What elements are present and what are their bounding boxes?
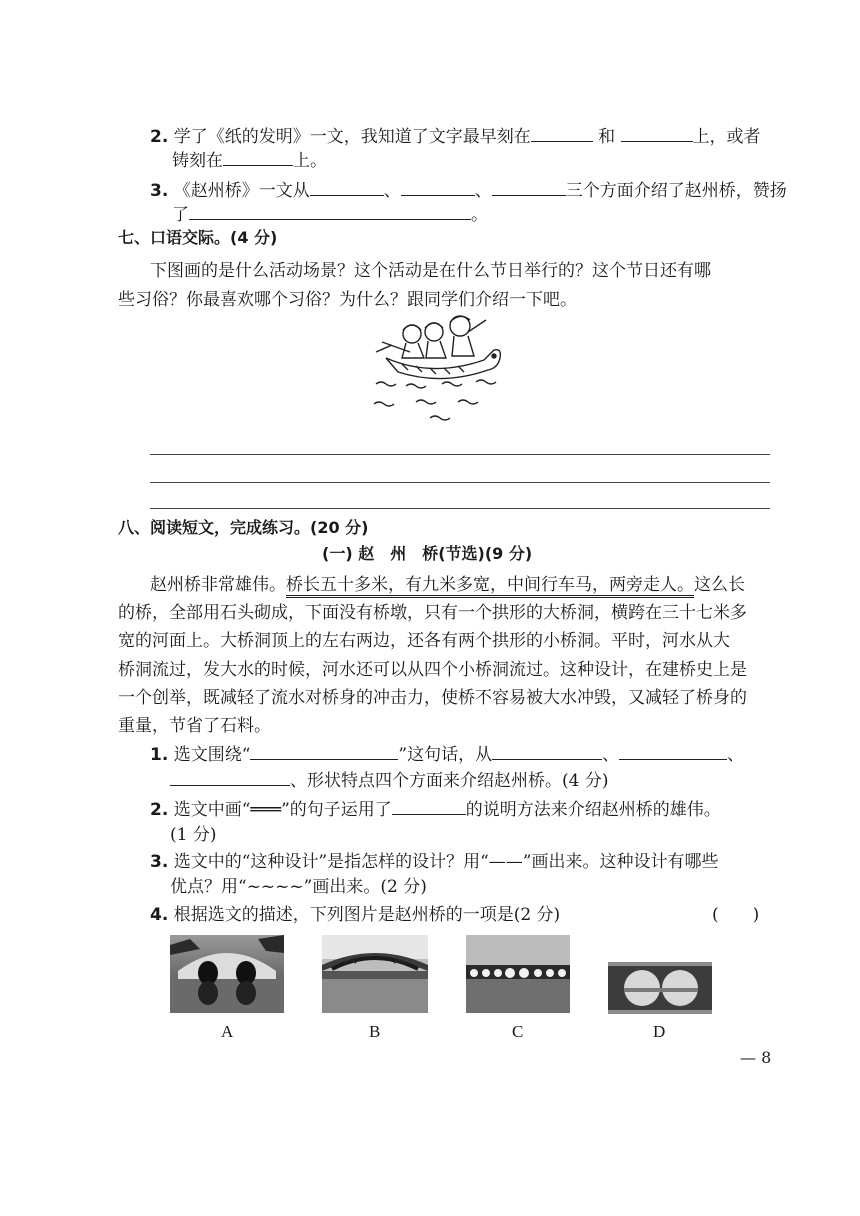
- question-text: 、: [474, 181, 492, 201]
- passage-line-3: 宽的河面上。大桥洞顶上的左右两边，还各有两个拱形的小桥洞。平时，河水从大: [118, 631, 730, 651]
- answer-blank[interactable]: [531, 125, 593, 142]
- question-number: 2.: [150, 800, 169, 820]
- question-text: 上。: [293, 151, 327, 171]
- answer-blank[interactable]: [250, 743, 398, 760]
- answer-blank[interactable]: [310, 179, 384, 196]
- question-text: 、形状特点四个方面来介绍赵州桥。(4 分): [290, 771, 609, 791]
- question-text: 的说明方法来介绍赵州桥的雄伟。: [465, 800, 721, 820]
- answer-blank[interactable]: [223, 149, 293, 166]
- answer-blank[interactable]: [619, 743, 727, 760]
- question-text: 铸刻在: [172, 151, 223, 171]
- page-number: — 8: [740, 1048, 772, 1067]
- s6-q3-line1: [150, 176, 787, 201]
- s8-q3-line1: [150, 847, 718, 872]
- question-text: 选文中的“这种设计”是指怎样的设计？用“——”画出来。这种设计有哪些: [173, 852, 719, 872]
- s8-q1-line2: [170, 766, 608, 791]
- answer-line[interactable]: [150, 482, 770, 483]
- question-text: 、: [383, 181, 401, 201]
- passage-line-2: 的桥，全部用石头砌成，下面没有桥墩，只有一个拱形的大桥洞，横跨在三十七米多: [118, 603, 747, 623]
- s8-q2-line1: [150, 795, 721, 820]
- question-text: 、: [602, 745, 620, 765]
- s6-q2-line1: [150, 122, 761, 147]
- section-7-prompt-line2: 些习俗？你最喜欢哪个习俗？为什么？跟同学们介绍一下吧。: [118, 290, 577, 310]
- dragon-boat-illustration: [372, 312, 512, 424]
- question-number: 1.: [150, 745, 169, 765]
- option-c-label: C: [512, 1022, 524, 1041]
- passage-line-1: [150, 570, 745, 595]
- s8-q2-line2: (1 分): [170, 825, 217, 845]
- answer-blank[interactable]: [392, 798, 466, 815]
- option-d-label: D: [653, 1022, 666, 1041]
- section-7-title: 七、口语交际。(4 分): [118, 228, 278, 247]
- question-text: 三个方面介绍了赵州桥，赞扬: [565, 181, 787, 201]
- question-text: 《赵州桥》一文从: [173, 181, 310, 201]
- answer-blank[interactable]: [170, 769, 290, 786]
- passage-title: (一) 赵 州 桥(节选)(9 分): [322, 544, 533, 563]
- question-text: 。: [471, 205, 488, 225]
- passage-line-6: 重量，节省了石料。: [118, 716, 271, 736]
- answer-blank[interactable]: [492, 179, 566, 196]
- question-number: 3.: [150, 181, 169, 201]
- answer-blank[interactable]: [401, 179, 475, 196]
- passage-line-5: 一个创举，既减轻了流水对桥身的冲击力，使桥不容易被大水冲毁，又减轻了桥身的: [118, 688, 747, 708]
- section-7-prompt-line1: 下图画的是什么活动场景？这个活动是在什么节日举行的？这个节日还有哪: [150, 261, 711, 281]
- option-c-image[interactable]: [466, 935, 570, 1013]
- s6-q2-line2: [172, 146, 327, 171]
- option-a-label: A: [221, 1022, 234, 1041]
- answer-line[interactable]: [150, 454, 770, 455]
- question-number: 2.: [150, 127, 169, 147]
- passage-text: 这么长: [694, 575, 745, 595]
- option-b-label: B: [369, 1022, 381, 1041]
- question-text: 了: [172, 205, 189, 225]
- s8-q4-line: [150, 900, 560, 925]
- s8-q1-line1: [150, 740, 744, 765]
- question-number: 3.: [150, 852, 169, 872]
- option-d-image[interactable]: [608, 962, 712, 1014]
- question-text: 选文中画“═══”的句子运用了: [173, 800, 392, 820]
- answer-blank[interactable]: [189, 203, 471, 220]
- question-text: 上，或者: [692, 127, 761, 147]
- question-text: 选文围绕“: [173, 745, 251, 765]
- question-text: 学了《纸的发明》一文，我知道了文字最早刻在: [173, 127, 531, 147]
- question-number: 4.: [150, 905, 169, 925]
- passage-text: 赵州桥非常雄伟。: [150, 575, 286, 595]
- s6-q3-line2: [172, 200, 488, 225]
- option-a-image[interactable]: [170, 935, 284, 1013]
- question-text: 根据选文的描述，下列图片是赵州桥的一项是(2 分): [173, 905, 561, 925]
- s8-q3-line2: 优点？用“~~~~”画出来。(2 分): [170, 877, 427, 897]
- answer-parentheses[interactable]: ( ): [712, 905, 760, 925]
- question-text: 、: [727, 745, 745, 765]
- underlined-sentence: 桥长五十多米，有九米多宽，中间行车马，两旁走人。: [286, 575, 694, 598]
- answer-blank[interactable]: [492, 743, 602, 760]
- section-8-title: 八、阅读短文，完成练习。(20 分): [118, 518, 369, 537]
- passage-line-4: 桥洞流过，发大水的时候，河水还可以从四个小桥洞流过。这种设计，在建桥史上是: [118, 660, 747, 680]
- question-text: ”这句话，从: [398, 745, 493, 765]
- answer-blank[interactable]: [621, 125, 693, 142]
- question-text: 和: [598, 127, 616, 147]
- answer-line[interactable]: [150, 508, 770, 509]
- option-b-image[interactable]: [322, 935, 428, 1013]
